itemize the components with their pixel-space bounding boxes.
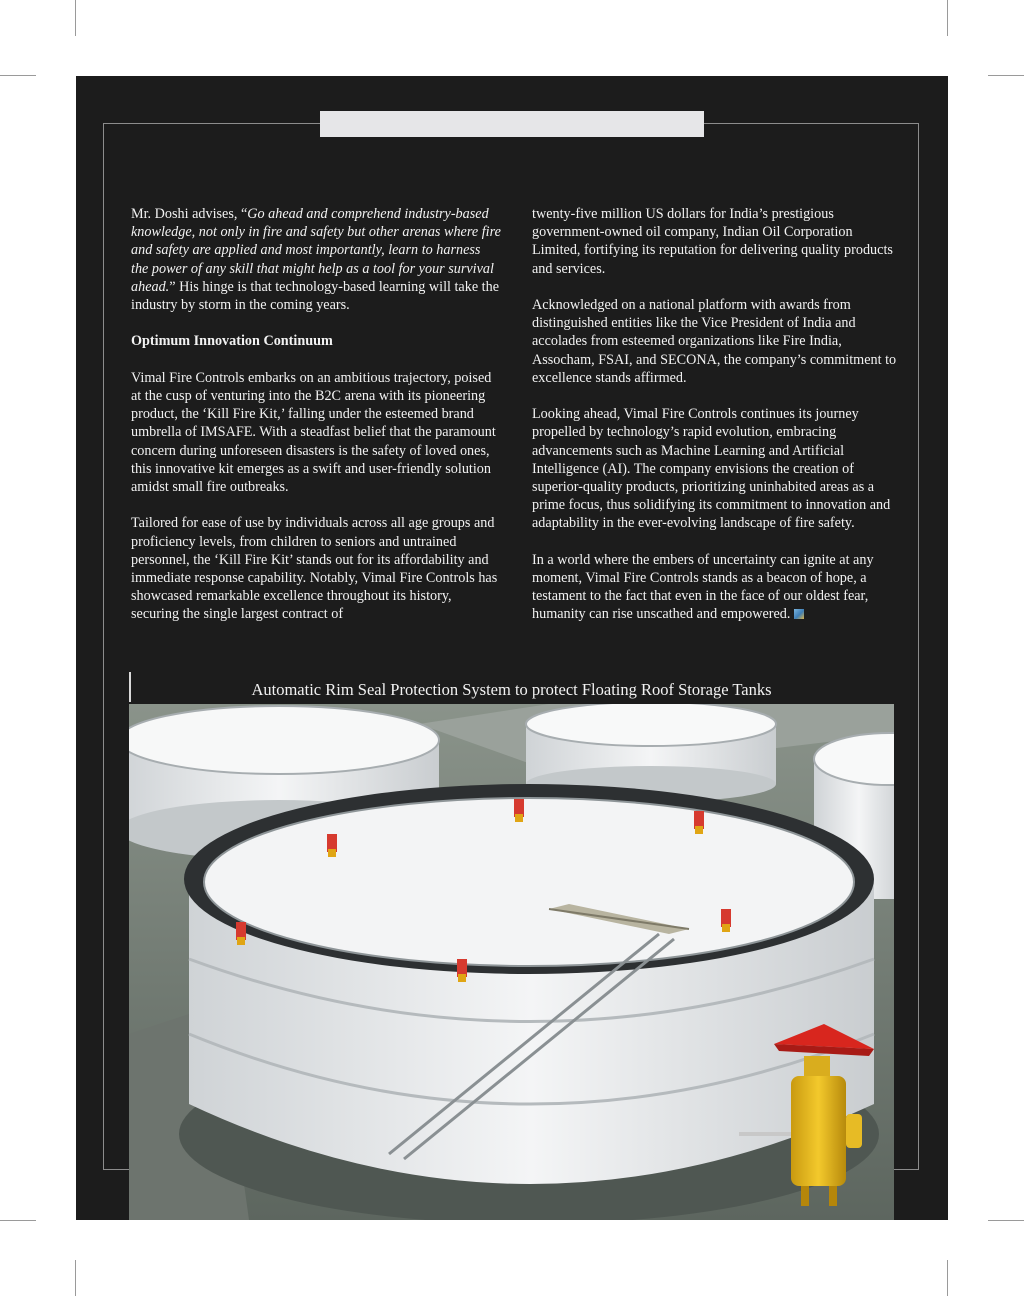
quote-text: Go ahead and comprehend industry-based knowledge, not only in fire and safety but other arenas where fire and safety are applied and most importantly, learn to harness the power of any skill that might help as a tool for your survival ahead.	[131, 206, 501, 295]
paragraph	[532, 551, 902, 624]
title-bar	[320, 111, 704, 137]
section-heading: Optimum Innovation Continuum	[131, 333, 333, 350]
paragraph	[131, 205, 501, 314]
quote-lead: Mr. Doshi advises, “	[131, 206, 248, 222]
right-column	[532, 205, 902, 642]
end-mark-icon	[794, 609, 804, 619]
crop-mark	[0, 75, 36, 76]
paragraph: Tailored for ease of use by individuals across all age groups and proficiency levels, from children to seniors and untrained personnel, the ‘Kill Fire Kit’ stands out for its affordability and immediate response capability. Notably, Vimal Fire Controls has showcased remarkable excellence throughout its history, securing the single largest contract of	[131, 515, 498, 623]
crop-mark	[947, 1260, 948, 1296]
crop-mark	[988, 75, 1024, 76]
closing-text: In a world where the embers of uncertainty can ignite at any moment, Vimal Fire Controls stands as a beacon of hope, a testament to the fact that even in the face of our oldest fear, humanity can rise unscathed and empowered.	[532, 551, 874, 623]
paragraph: Vimal Fire Controls embarks on an ambitious trajectory, poised at the cusp of venturing into the B2C arena with its pioneering product, the ‘Kill Fire Kit,’ falling under the esteemed brand umbrella of IMSAFE. With a steadfast belief that the paramount concern during unforeseen disasters is the safety of loved ones, this innovative kit emerges as a swift and user-friendly solution amidst small fire outbreaks.	[131, 369, 496, 496]
crop-mark	[947, 0, 948, 36]
crop-mark	[75, 0, 76, 36]
paragraph: Acknowledged on a national platform with awards from distinguished entities like the Vice President of India and accolades from esteemed organizations like Fire India, Assocham, FSAI, and SECONA, the company’s commitment to excellence stands affirmed.	[532, 297, 897, 386]
paragraph: Looking ahead, Vimal Fire Controls continues its journey propelled by technology’s rapid evolution, embracing advancements such as Machine Learning and Artificial Intelligence (AI). The company envisions the creation of superior-quality products, prioritizing uninhabited areas as a prime focus, thus solidifying its commitment to innovation and adaptability in the ever-evolving landscape of fire safety.	[532, 406, 891, 532]
crop-mark	[75, 1260, 76, 1296]
crop-mark	[0, 1220, 36, 1221]
photo-caption: Automatic Rim Seal Protection System to protect Floating Roof Storage Tanks	[251, 680, 772, 699]
crop-mark	[988, 1220, 1024, 1221]
storage-tank-photo	[129, 704, 894, 1220]
paragraph: twenty-five million US dollars for India’s prestigious government-owned oil company, Indian Oil Corporation Limited, fortifying its reputation for delivering quality products and services.	[532, 206, 893, 277]
left-column	[131, 205, 501, 642]
storage-tank-illustration	[129, 704, 894, 1220]
quote-tail: ” His hinge is that technology-based learning will take the industry by storm in the coming years.	[131, 278, 500, 314]
